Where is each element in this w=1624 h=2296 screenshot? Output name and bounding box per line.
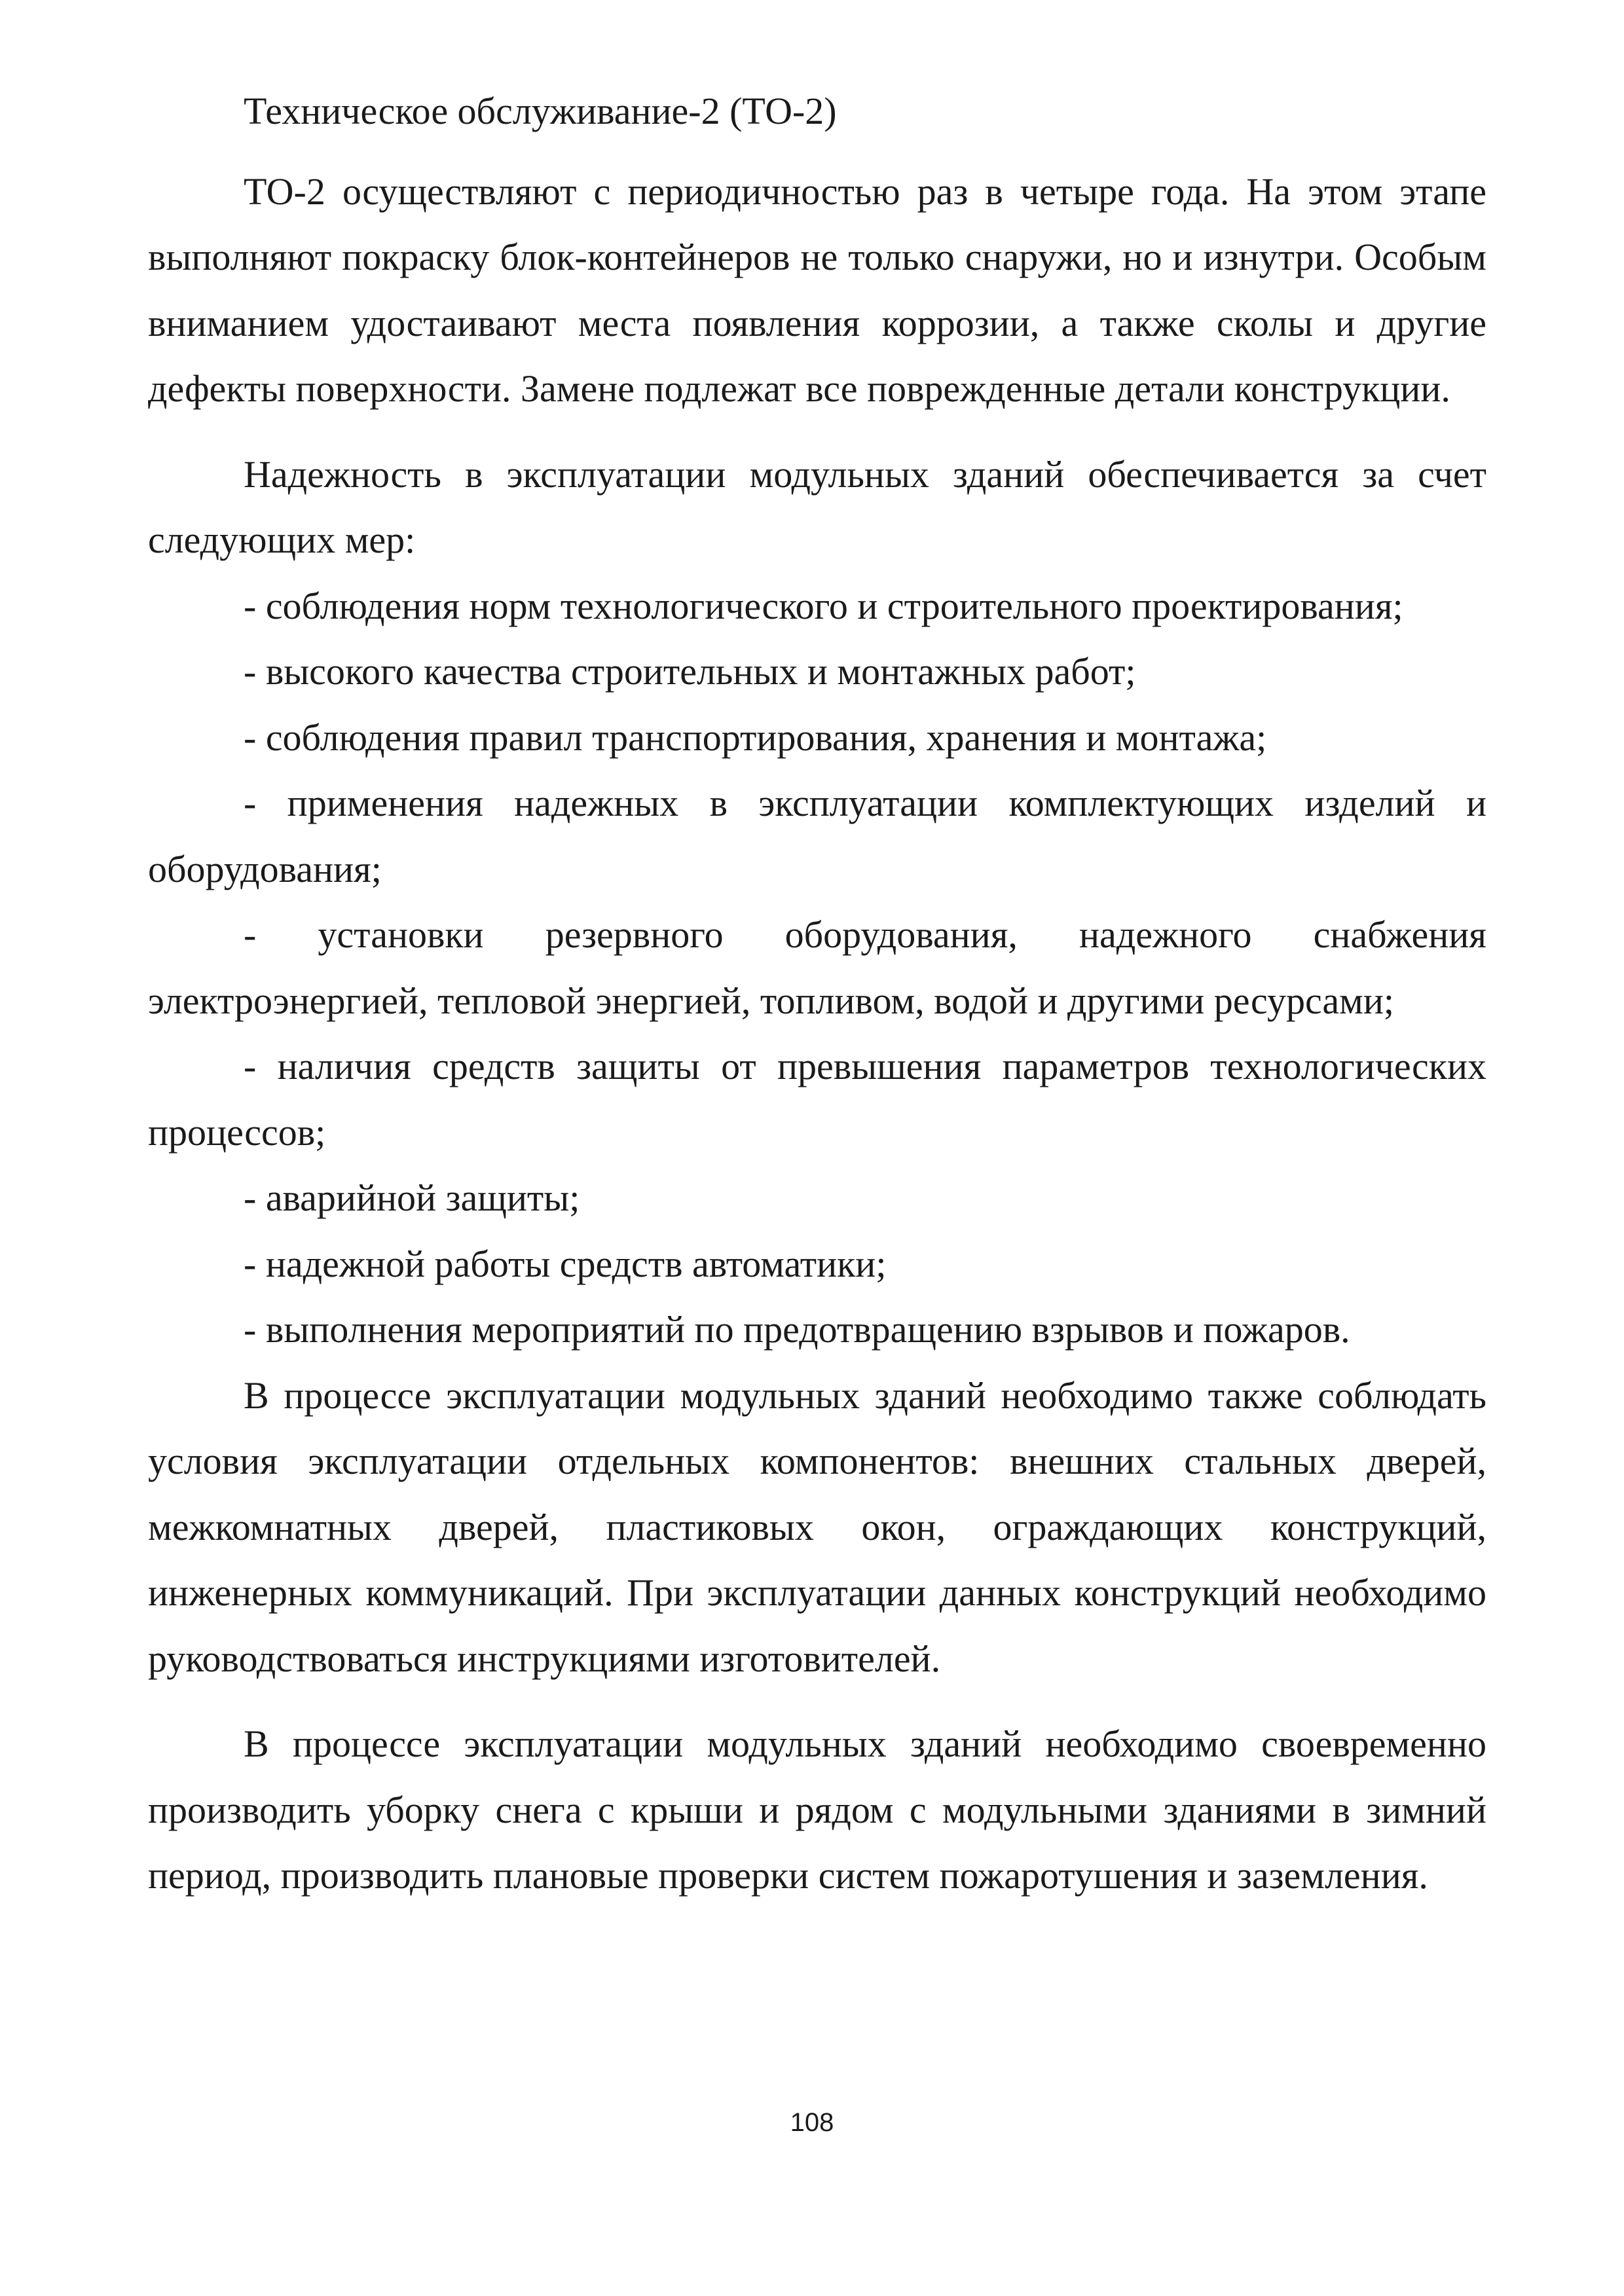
list-item-measure: - соблюдения норм технологического и строительного проектирования; — [244, 584, 1403, 627]
list-item-measure: - аварийной защиты; — [244, 1176, 580, 1219]
page-number: 108 — [790, 2108, 834, 2137]
list-item-measure: - надежной работы средств автоматики; — [244, 1242, 887, 1285]
paragraph-components: В процессе эксплуатации модульных зданий необходимо также соблюдать условия эксплуатации отдельных компонентов: внешних стальных дверей, межкомнатных дверей, пластиковых окон, ограждающих конструкций, инженерных коммуникаций. При эксплуатации данных конструкций необходимо руководствоваться инструкциями изготовителей. — [148, 1374, 1486, 1680]
list-item-measure: - наличия средств защиты от превышения параметров технологических процессов; — [148, 1045, 1486, 1154]
paragraph-reliability-intro: Надежность в эксплуатации модульных зданий обеспечивается за счет следующих мер: — [148, 452, 1486, 561]
list-item-measure: - соблюдения правил транспортирования, хранения и монтажа; — [244, 716, 1267, 759]
paragraph-to2: ТО-2 осуществляют с периодичностью раз в четыре года. На этом этапе выполняют покраску блок-контейнеров не только снаружи, но и изнутри. Особым вниманием удостаивают места появления коррозии, а также сколы и другие дефекты поверхности. Замене подлежат все поврежденные детали конструкции. — [148, 170, 1486, 410]
list-item-measure: - применения надежных в эксплуатации комплектующих изделий и оборудования; — [148, 782, 1486, 890]
document-body — [148, 79, 1486, 1909]
paragraph-snow-removal: В процессе эксплуатации модульных зданий необходимо своевременно производить уборку снега с крыши и рядом с модульными зданиями в зимний период, производить плановые проверки систем пожаротушения и заземления. — [148, 1722, 1486, 1897]
list-item-measure: - выполнения мероприятий по предотвращению взрывов и пожаров. — [244, 1308, 1350, 1351]
list-item-measure: - высокого качества строительных и монтажных работ; — [244, 650, 1136, 693]
section-heading: Техническое обслуживание-2 (ТО-2) — [244, 90, 837, 132]
list-item-measure: - установки резервного оборудования, надежного снабжения электроэнергией, тепловой энергией, топливом, водой и другими ресурсами; — [148, 913, 1486, 1022]
